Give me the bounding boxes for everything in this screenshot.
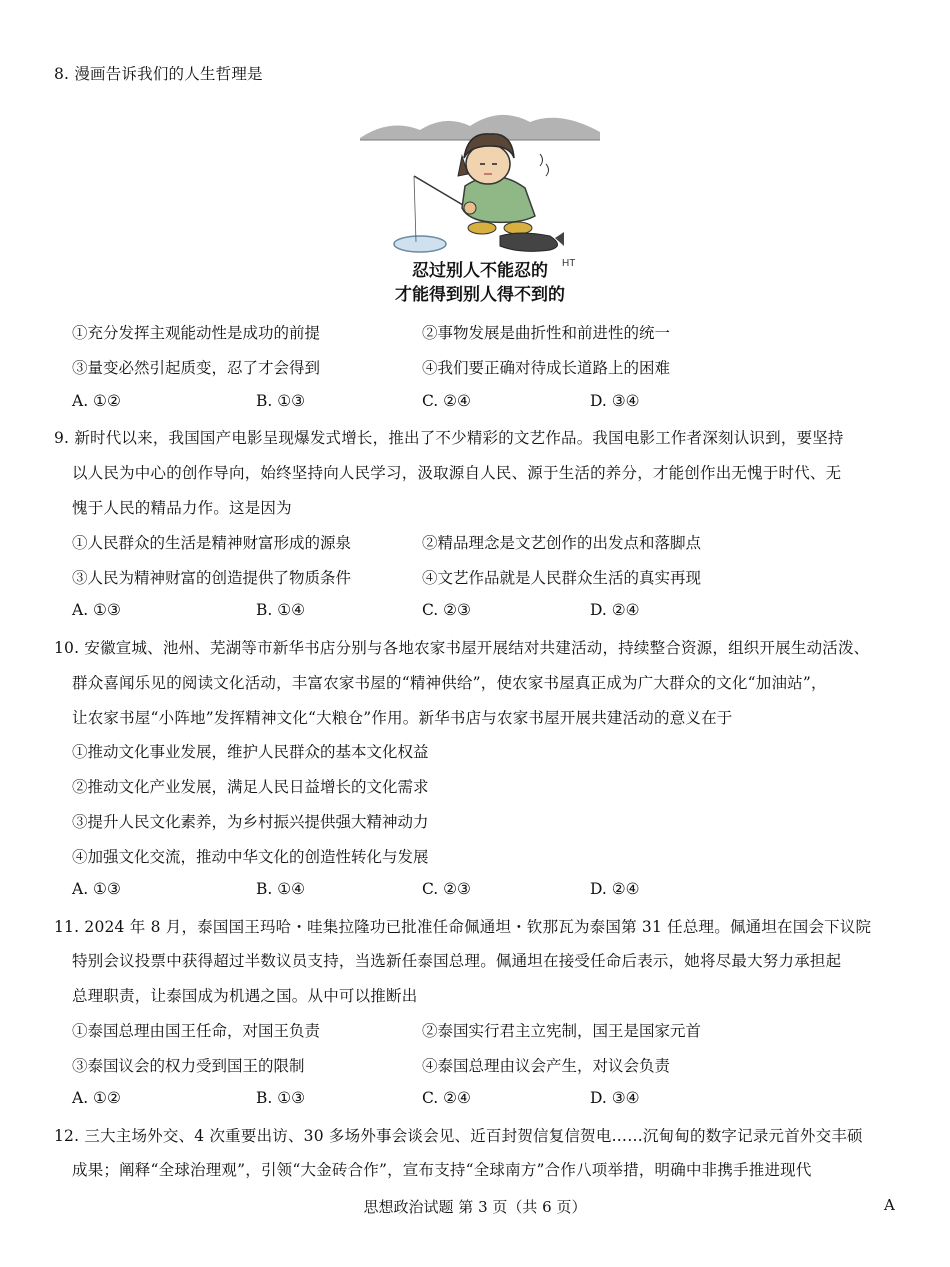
q9-answer-b: B. ①④ xyxy=(256,601,306,619)
question-12-line-1: 12. 三大主场外交、4 次重要出访、30 多场外事会谈会见、近百封贺信复信贺电……沉甸甸的数字记录元首外交丰硕 xyxy=(54,1127,863,1145)
question-8-stem: 8. 漫画告诉我们的人生哲理是 xyxy=(54,65,263,83)
comic-caption-line-2: 才能得到别人得不到的 xyxy=(395,285,565,305)
q8-option-1: ①充分发挥主观能动性是成功的前提 xyxy=(72,324,321,342)
q11-option-3: ③泰国议会的权力受到国王的限制 xyxy=(72,1057,305,1075)
q9-answer-a: A. ①③ xyxy=(72,601,121,619)
q9-answer-c: C. ②③ xyxy=(422,601,471,619)
question-10-line-3: 让农家书屋“小阵地”发挥精神文化“大粮仓”作用。新华书店与农家书屋开展共建活动的意义在于 xyxy=(72,709,733,727)
q8-answer-d: D. ③④ xyxy=(590,392,640,410)
q11-answer-a: A. ①② xyxy=(72,1089,121,1107)
q9-answer-d: D. ②④ xyxy=(590,601,640,619)
q10-answer-d: D. ②④ xyxy=(590,880,640,898)
question-10-line-2: 群众喜闻乐见的阅读文化活动，丰富农家书屋的“精神供给”，使农家书屋真正成为广大群众的文化“加油站”， xyxy=(72,674,827,692)
q9-option-1: ①人民群众的生活是精神财富形成的源泉 xyxy=(72,534,352,552)
q11-option-1: ①泰国总理由国王任命，对国王负责 xyxy=(72,1022,321,1040)
q9-option-4: ④文艺作品就是人民群众生活的真实再现 xyxy=(422,569,702,587)
q9-option-2: ②精品理念是文艺创作的出发点和落脚点 xyxy=(422,534,702,552)
q10-option-3: ③提升人民文化素养，为乡村振兴提供强大精神动力 xyxy=(72,813,429,831)
question-9-line-2: 以人民为中心的创作导向，始终坚持向人民学习，汲取源自人民、源于生活的养分，才能创作出无愧于时代、无 xyxy=(72,464,842,482)
q10-answer-b: B. ①④ xyxy=(256,880,306,898)
q11-answer-c: C. ②④ xyxy=(422,1089,471,1107)
q8-answer-c: C. ②④ xyxy=(422,392,471,410)
q11-option-2: ②泰国实行君主立宪制，国王是国家元首 xyxy=(422,1022,702,1040)
page-footer: 思想政治试题 第 3 页（共 6 页） xyxy=(363,1198,587,1216)
q8-answer-b: B. ①③ xyxy=(256,392,306,410)
q10-answer-c: C. ②③ xyxy=(422,880,471,898)
comic-illustration xyxy=(350,96,610,310)
q11-answer-d: D. ③④ xyxy=(590,1089,640,1107)
q8-answer-a: A. ①② xyxy=(72,392,121,410)
q9-option-3: ③人民为精神财富的创造提供了物质条件 xyxy=(72,569,352,587)
q10-option-1: ①推动文化事业发展，维护人民群众的基本文化权益 xyxy=(72,743,429,761)
question-12-line-2: 成果；阐释“全球治理观”，引领“大金砖合作”，宣布支持“全球南方”合作八项举措，明确中非携手推进现代 xyxy=(72,1161,812,1179)
q8-option-4: ④我们要正确对待成长道路上的困难 xyxy=(422,359,671,377)
q11-answer-b: B. ①③ xyxy=(256,1089,306,1107)
q10-option-2: ②推动文化产业发展，满足人民日益增长的文化需求 xyxy=(72,778,429,796)
comic-caption-line-1: 忍过别人不能忍的 xyxy=(412,261,548,281)
question-11-line-3: 总理职责，让泰国成为机遇之国。从中可以推断出 xyxy=(72,987,418,1005)
paper-version-mark: A xyxy=(884,1196,895,1214)
q10-answer-a: A. ①③ xyxy=(72,880,121,898)
comic-signature: HT xyxy=(562,258,576,269)
question-11-line-2: 特别会议投票中获得超过半数议员支持，当选新任泰国总理。佩通坦在接受任命后表示，她将尽最大努力承担起 xyxy=(72,952,842,970)
comic-drawing xyxy=(350,96,610,310)
question-11-line-1: 11. 2024 年 8 月，泰国国王玛哈・哇集拉隆功已批准任命佩通坦・钦那瓦为泰国第 31 任总理。佩通坦在国会下议院 xyxy=(54,918,872,936)
question-9-line-1: 9. 新时代以来，我国国产电影呈现爆发式增长，推出了不少精彩的文艺作品。我国电影工作者深刻认识到，要坚持 xyxy=(54,429,844,447)
question-10-line-1: 10. 安徽宣城、池州、芜湖等市新华书店分别与各地农家书屋开展结对共建活动，持续整合资源，组织开展生动活泼、 xyxy=(54,639,870,657)
q10-option-4: ④加强文化交流，推动中华文化的创造性转化与发展 xyxy=(72,848,429,866)
q11-option-4: ④泰国总理由议会产生，对议会负责 xyxy=(422,1057,671,1075)
q8-option-2: ②事物发展是曲折性和前进性的统一 xyxy=(422,324,671,342)
q8-option-3: ③量变必然引起质变，忍了才会得到 xyxy=(72,359,321,377)
question-9-line-3: 愧于人民的精品力作。这是因为 xyxy=(72,499,292,517)
